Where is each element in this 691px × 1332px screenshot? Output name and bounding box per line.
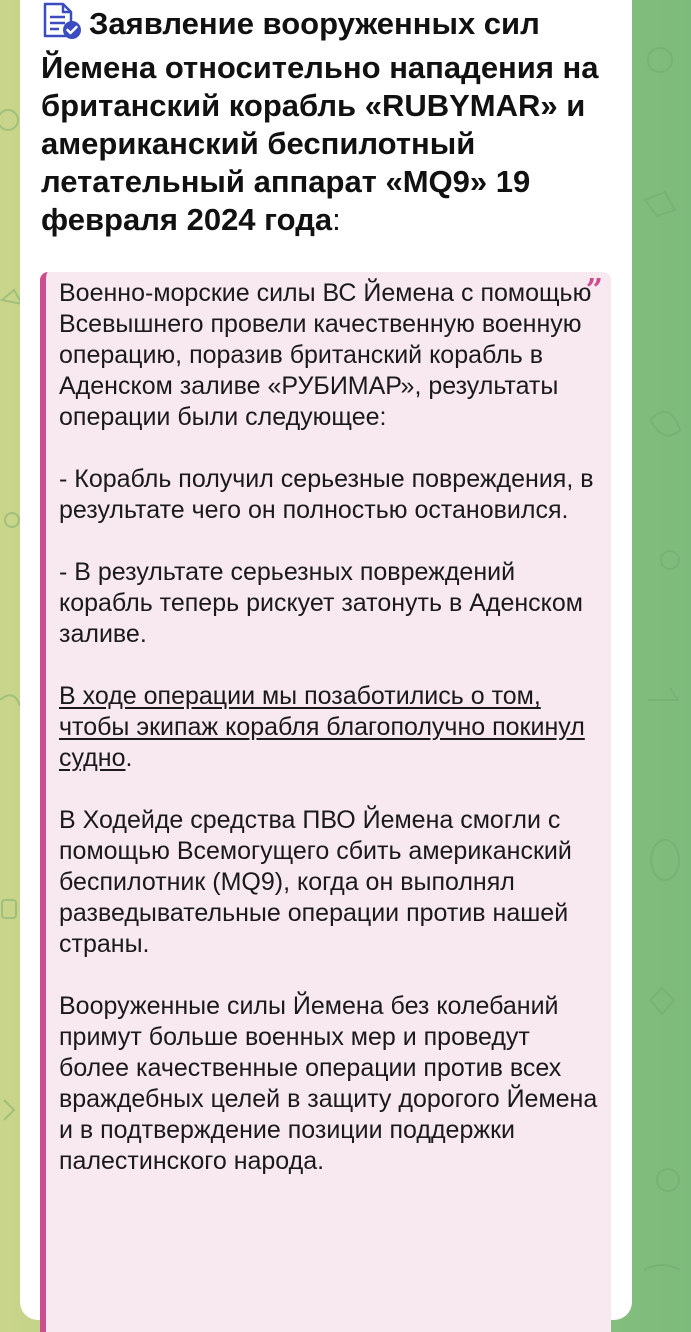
quote-body — [59, 278, 599, 1208]
underlined-text: В ходе операции мы позаботились о том, чтобы экипаж корабля благополучно покинул судно — [59, 682, 585, 772]
quote-paragraph: Вооруженные силы Йемена без колебаний примут больше военных мер и проведут более качественные операции против всех враждебных целей в защиту дорогого Йемена и в подтверждение позиции поддержки палестинского народа. — [59, 992, 598, 1175]
quote-paragraph-underlined — [59, 681, 599, 774]
quote-paragraph: В Ходейде средства ПВО Йемена смогли с помощью Всемогущего сбить американский беспилотник (MQ9), когда он выполнял разведывательные операции против нашей страны. — [59, 806, 572, 958]
blockquote — [40, 272, 611, 1332]
quote-mark-icon: ” — [585, 273, 603, 308]
quote-paragraph: - Корабль получил серьезные повреждения, в результате чего он полностью остановился. — [59, 465, 594, 524]
headline-text: Заявление вооруженных сил Йемена относительно нападения на британский корабль «RUBYMAR» и американский беспилотный летательный аппарат «MQ9» 19 февраля 2024 года — [41, 6, 599, 237]
underlined-tail: . — [125, 744, 133, 772]
message-headline — [41, 2, 621, 239]
document-check-icon — [41, 2, 83, 49]
headline-colon: : — [332, 202, 341, 237]
quote-paragraph: Военно-морские силы ВС Йемена с помощью Всевышнего провели качественную военную операцию, поразив британский корабль в Аденском заливе «РУБИМАР», результаты операции были следующее: — [59, 279, 592, 431]
quote-paragraph: - В результате серьезных повреждений корабль теперь рискует затонуть в Аденском заливе. — [59, 558, 583, 648]
